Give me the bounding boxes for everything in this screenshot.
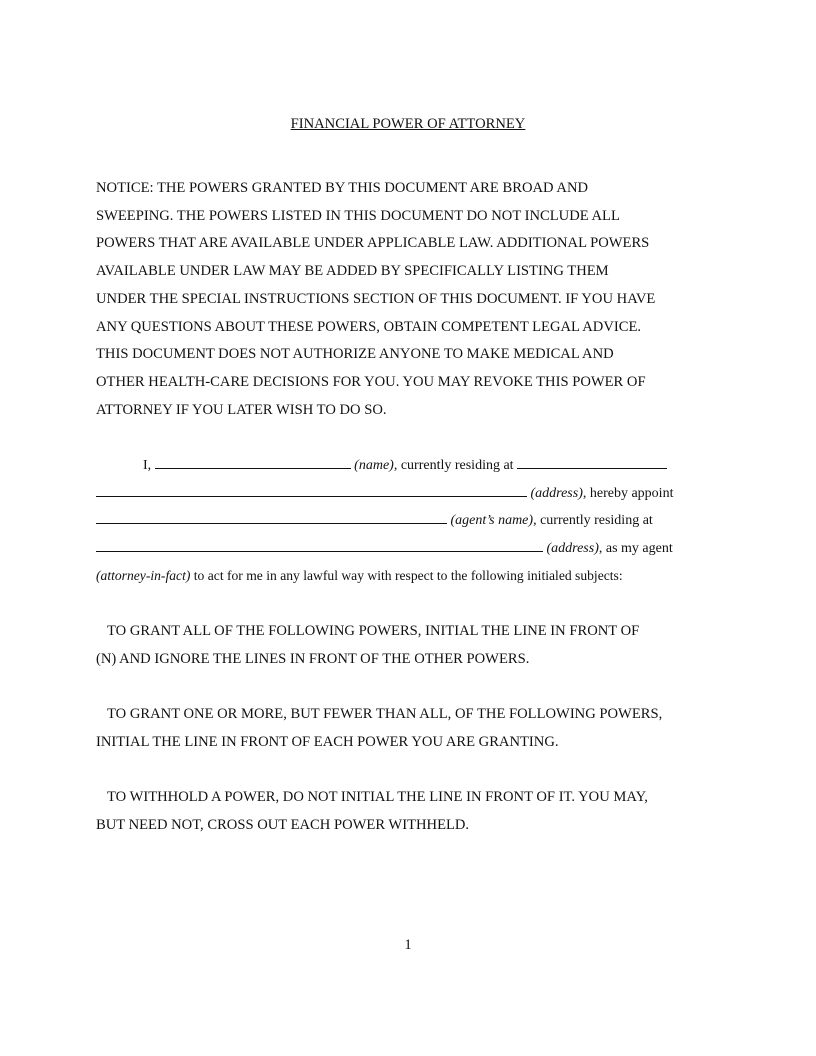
address-label: (address) <box>530 486 583 501</box>
notice-line: NOTICE: THE POWERS GRANTED BY THIS DOCUMENT ARE BROAD AND <box>96 180 589 196</box>
agent-residing-text: , currently residing at <box>533 513 653 528</box>
principal-name-blank[interactable] <box>155 456 351 469</box>
notice-line: UNDER THE SPECIAL INSTRUCTIONS SECTION OF THIS DOCUMENT. IF YOU HAVE <box>96 291 656 307</box>
i-label: I, <box>143 458 152 473</box>
agent-name-blank[interactable] <box>96 511 447 524</box>
notice-line: AVAILABLE UNDER LAW MAY BE ADDED BY SPECIFICALLY LISTING THEM <box>96 263 609 279</box>
agent-name-label: (agent’s name) <box>450 513 534 528</box>
notice-line: SWEEPING. THE POWERS LISTED IN THIS DOCUMENT DO NOT INCLUDE ALL <box>96 208 620 224</box>
principal-address-blank-1[interactable] <box>517 456 667 469</box>
instruction-line: INITIAL THE LINE IN FRONT OF EACH POWER YOU ARE GRANTING. <box>96 734 559 750</box>
principal-address-blank-2[interactable] <box>96 484 527 497</box>
instruction-line: BUT NEED NOT, CROSS OUT EACH POWER WITHHELD. <box>96 817 470 833</box>
page-number: 1 <box>404 937 412 953</box>
notice-line: OTHER HEALTH-CARE DECISIONS FOR YOU. YOU MAY REVOKE THIS POWER OF <box>96 374 646 390</box>
instruction-line: (N) AND IGNORE THE LINES IN FRONT OF THE OTHER POWERS. <box>96 651 530 667</box>
notice-line: ATTORNEY IF YOU LATER WISH TO DO SO. <box>96 402 387 418</box>
agent-address-blank[interactable] <box>96 539 543 552</box>
as-agent-text: , as my agent <box>598 541 673 556</box>
instruction-line: TO GRANT ALL OF THE FOLLOWING POWERS, INITIAL THE LINE IN FRONT OF <box>107 623 640 639</box>
notice-line: ANY QUESTIONS ABOUT THESE POWERS, OBTAIN COMPETENT LEGAL ADVICE. <box>96 319 642 335</box>
act-text: to act for me in any lawful way with respect to the following initialed subjects: <box>190 568 623 583</box>
instruction-line: TO GRANT ONE OR MORE, BUT FEWER THAN ALL, OF THE FOLLOWING POWERS, <box>107 706 663 722</box>
attorney-in-fact-label: (attorney-in-fact) <box>96 568 191 583</box>
notice-line: POWERS THAT ARE AVAILABLE UNDER APPLICABLE LAW. ADDITIONAL POWERS <box>96 235 650 251</box>
residing-text: , currently residing at <box>393 458 514 473</box>
name-label: (name) <box>354 458 394 473</box>
instruction-line: TO WITHHOLD A POWER, DO NOT INITIAL THE LINE IN FRONT OF IT. YOU MAY, <box>107 789 648 805</box>
notice-line: THIS DOCUMENT DOES NOT AUTHORIZE ANYONE TO MAKE MEDICAL AND <box>96 346 614 362</box>
appoint-text: , hereby appoint <box>582 486 674 501</box>
agent-address-label: (address) <box>546 541 599 556</box>
document-title: FINANCIAL POWER OF ATTORNEY <box>290 116 526 132</box>
